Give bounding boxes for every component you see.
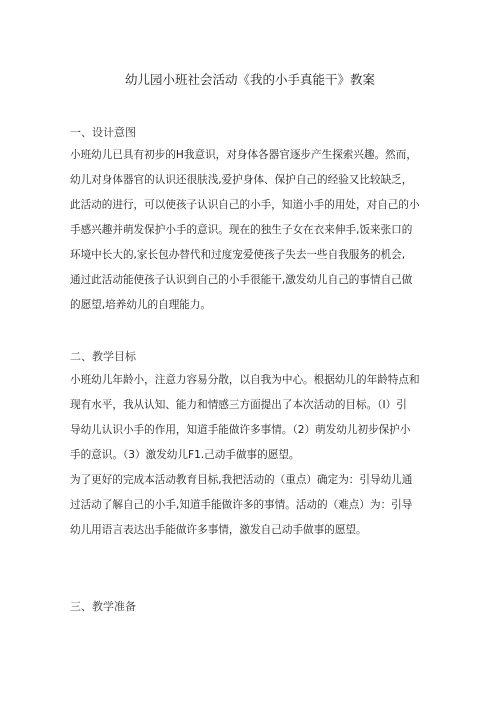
- paragraph-line: 环境中长大的,家长包办替代和过度宠爱使孩子失去一些自我服务的机会,: [70, 249, 406, 261]
- paragraph-line: 幼儿对身体器官的认识还很肤浅,爱护身体、保护自己的经验又比较缺乏，: [70, 174, 413, 186]
- paragraph-line: 通过此活动能使孩子认识到自己的小手很能干,激发幼儿自己的事情自己做: [70, 274, 413, 286]
- paragraph-line: 小班幼儿年龄小，注意力容易分散，以自我为中心。根据幼儿的年龄特点和: [70, 374, 420, 386]
- paragraph-line: 为了更好的完成本活动教育目标,我把活动的（重点）确定为：引导幼儿通: [70, 474, 413, 486]
- paragraph-line: 幼儿用语言表达出手能做许多事情，激发自己动手做事的愿望。: [70, 524, 367, 536]
- section-heading-design-intent: 一、设计意图: [70, 126, 136, 139]
- paragraph-line: 手感兴趣并萌发保护小手的意识。现在的独生子女在衣来伸手,饭来张口的: [70, 224, 413, 236]
- paragraph-line: 的愿望,培养幼儿的自理能力。: [70, 299, 212, 311]
- paragraph-line: 小班幼儿已具有初步的H我意识，对身体各器官逐步产生探索兴趣。然而，: [70, 149, 417, 161]
- section-heading-teaching-goals: 二、教学目标: [70, 350, 136, 363]
- paragraph-line: 手的意识。（3）激发幼儿F1.己动手做事的愿望。: [70, 449, 300, 461]
- document-title: 幼儿园小班社会活动《我的小手真能干》教案: [124, 72, 375, 87]
- section-heading-teaching-prep: 三、教学准备: [70, 600, 136, 613]
- paragraph-line: 导幼儿认识小手的作用，知道手能做许多事情。（2）萌发幼儿初步保护小: [70, 424, 411, 436]
- paragraph-line: 此活动的进行，可以使孩子认识自己的小手，知道小手的用处，对自己的小: [70, 199, 420, 211]
- paragraph-line: 过活动了解自己的小手,知道手能做许多的事情。活动的（难点）为：引导: [70, 499, 413, 511]
- paragraph-line: 现有水平，我从认知、能力和情感三方面提出了本次活动的目标。（I）引: [70, 399, 407, 411]
